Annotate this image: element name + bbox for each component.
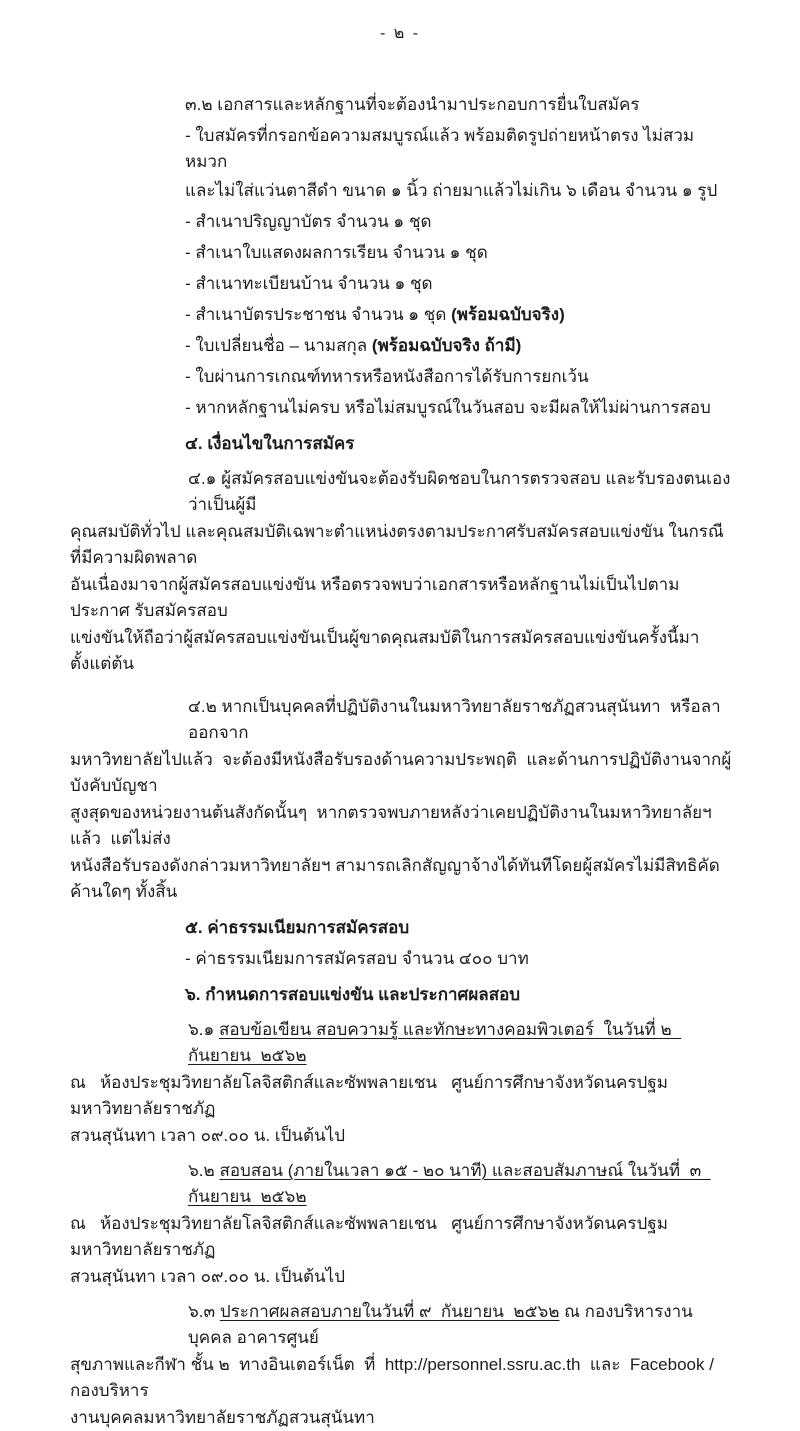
text-segment: ณ ห้องประชุมวิทยาลัยโลจิสติกส์และซัพพลายเชน ศูนย์การศึกษาจังหวัดนครปฐม มหาวิทยาลัยราชภัฏ [70,1073,683,1118]
document-line [70,1158,732,1210]
text-segment: - สำเนาปริญญาบัตร จำนวน ๑ ชุด [185,212,432,231]
bold-text: (พร้อมฉบับจริง) [451,305,565,324]
text-segment: ๔.๒ หากเป็นบุคคลที่ปฏิบัติงานในมหาวิทยาลัยราชภัฏสวนสุนันทา หรือลาออกจาก [188,697,721,742]
document-line [70,92,732,118]
document-line [70,1017,732,1069]
text-segment: - สำเนาทะเบียนบ้าน จำนวน ๑ ชุด [185,274,433,293]
text-segment: ณ ห้องประชุมวิทยาลัยโลจิสติกส์และซัพพลายเชน ศูนย์การศึกษาจังหวัดนครปฐม มหาวิทยาลัยราชภัฏ [70,1214,683,1259]
document-line [70,271,732,297]
text-segment: ๖.๒ [188,1161,220,1180]
text-segment: มหาวิทยาลัยไปแล้ว จะต้องมีหนังสือรับรองด้านความประพฤติ และด้านการปฏิบัติงานจากผู้บังคับบัญชา [70,750,732,795]
text-segment: อันเนื่องมาจากผู้สมัครสอบแข่งขัน หรือตรวจพบว่าเอกสารหรือหลักฐานไม่เป็นไปตามประกาศ รับสมัครสอบ [70,575,680,620]
text-segment: คุณสมบัติทั่วไป และคุณสมบัติเฉพาะตำแหน่งตรงตามประกาศรับสมัครสอบแข่งขัน ในกรณีที่มีความผิดพลาด [70,522,724,567]
document-body [0,92,800,1431]
document-line [70,240,732,266]
document-line [70,178,732,204]
document-line [70,519,732,571]
text-segment: ณ กองบริหารงานบุคคล อาคารศูนย์ [188,1302,693,1347]
text-segment: ๖. กำหนดการสอบแข่งขัน และประกาศผลสอบ [185,985,521,1004]
document-line [70,1211,732,1263]
text-segment: งานบุคคลมหาวิทยาลัยราชภัฏสวนสุนันทา [70,1408,375,1427]
text-segment: - หากหลักฐานไม่ครบ หรือไม่สมบูรณ์ในวันสอบ จะมีผลให้ไม่ผ่านการสอบ [185,398,711,417]
text-segment: แข่งขันให้ถือว่าผู้สมัครสอบแข่งขันเป็นผู้ขาดคุณสมบัติในการสมัครสอบแข่งขันครั้งนี้มาตั้งแต่ต้น [70,628,700,673]
underlined-text: สอบข้อเขียน สอบความรู้ และทักษะทางคอมพิวเตอร์ ในวันที่ ๒ กันยายน ๒๕๖๒ [188,1020,682,1065]
document-line [70,1352,732,1404]
document-line [70,466,732,518]
document-line [70,209,732,235]
document-line [70,694,732,746]
document-line [70,395,732,421]
document-line [70,333,732,359]
document-line [70,1123,732,1149]
text-segment: ๔.๑ ผู้สมัครสอบแข่งขันจะต้องรับผิดชอบในการตรวจสอบ และรับรองตนเองว่าเป็นผู้มี [188,469,731,514]
text-segment: - ค่าธรรมเนียมการสมัครสอบ จำนวน ๔๐๐ บาท [185,949,529,968]
text-segment: - ใบสมัครที่กรอกข้อความสมบูรณ์แล้ว พร้อมติดรูปถ่ายหน้าตรง ไม่สวมหมวก [185,126,695,171]
document-line [70,302,732,328]
text-segment: ๖.๓ [188,1302,220,1321]
text-segment: สวนสุนันทา เวลา ๐๙.๐๐ น. เป็นต้นไป [70,1267,345,1286]
document-line [70,1264,732,1290]
underlined-text: ประกาศผลสอบภายในวันที่ ๙ กันยายน ๒๕๖๒ [219,1302,560,1321]
underlined-text: สอบสอน (ภายในเวลา ๑๕ - ๒๐ นาที) และสอบสัมภาษณ์ ในวันที่ ๓ กันยายน ๒๕๖๒ [188,1161,711,1206]
text-segment: ๔. เงื่อนไขในการสมัคร [185,434,355,453]
text-segment: สวนสุนันทา เวลา ๐๙.๐๐ น. เป็นต้นไป [70,1126,345,1145]
document-line [70,123,732,175]
text-segment: ๓.๒ เอกสารและหลักฐานที่จะต้องนำมาประกอบการยื่นใบสมัคร [185,95,640,114]
bold-text: (พร้อมฉบับจริง ถ้ามี) [371,336,522,355]
document-line [70,572,732,624]
document-line [70,1405,732,1431]
text-segment: และไม่ใส่แว่นตาสีดำ ขนาด ๑ นิ้ว ถ่ายมาแล้วไม่เกิน ๖ เดือน จำนวน ๑ รูป [185,181,718,200]
document-line [70,946,732,972]
text-segment: สุขภาพและกีฬา ชั้น ๒ ทางอินเตอร์เน็ต ที่ http://personnel.ssru.ac.th และ Facebook / กองบริหาร [70,1355,719,1400]
document-line [70,1070,732,1122]
text-segment: - ใบเปลี่ยนชื่อ – นามสกุล [185,336,372,355]
document-line [70,747,732,799]
text-segment: หนังสือรับรองดังกล่าวมหาวิทยาลัยฯ สามารถเลิกสัญญาจ้างได้ทันทีโดยผู้สมัครไม่มีสิทธิคัดค้านใดๆ ทั้งสิ้น [70,856,720,901]
document-line [70,915,732,941]
document-line [70,1299,732,1351]
document-line [70,431,732,457]
text-segment: - ใบผ่านการเกณฑ์ทหารหรือหนังสือการได้รับการยกเว้น [185,367,589,386]
text-segment: ๕. ค่าธรรมเนียมการสมัครสอบ [185,918,410,937]
text-segment: - สำเนาใบแสดงผลการเรียน จำนวน ๑ ชุด [185,243,488,262]
text-segment: ๖.๑ [188,1020,220,1039]
text-segment: - สำเนาบัตรประชาชน จำนวน ๑ ชุด [185,305,452,324]
document-line [70,364,732,390]
document-line [70,982,732,1008]
document-line [70,800,732,852]
document-line [70,853,732,905]
page-number: - ๒ - [379,25,421,42]
text-segment: สูงสุดของหน่วยงานต้นสังกัดนั้นๆ หากตรวจพบภายหลังว่าเคยปฏิบัติงานในมหาวิทยาลัยฯแล้ว แต่ไม่ส่ง [70,803,712,848]
document-line [70,625,732,677]
